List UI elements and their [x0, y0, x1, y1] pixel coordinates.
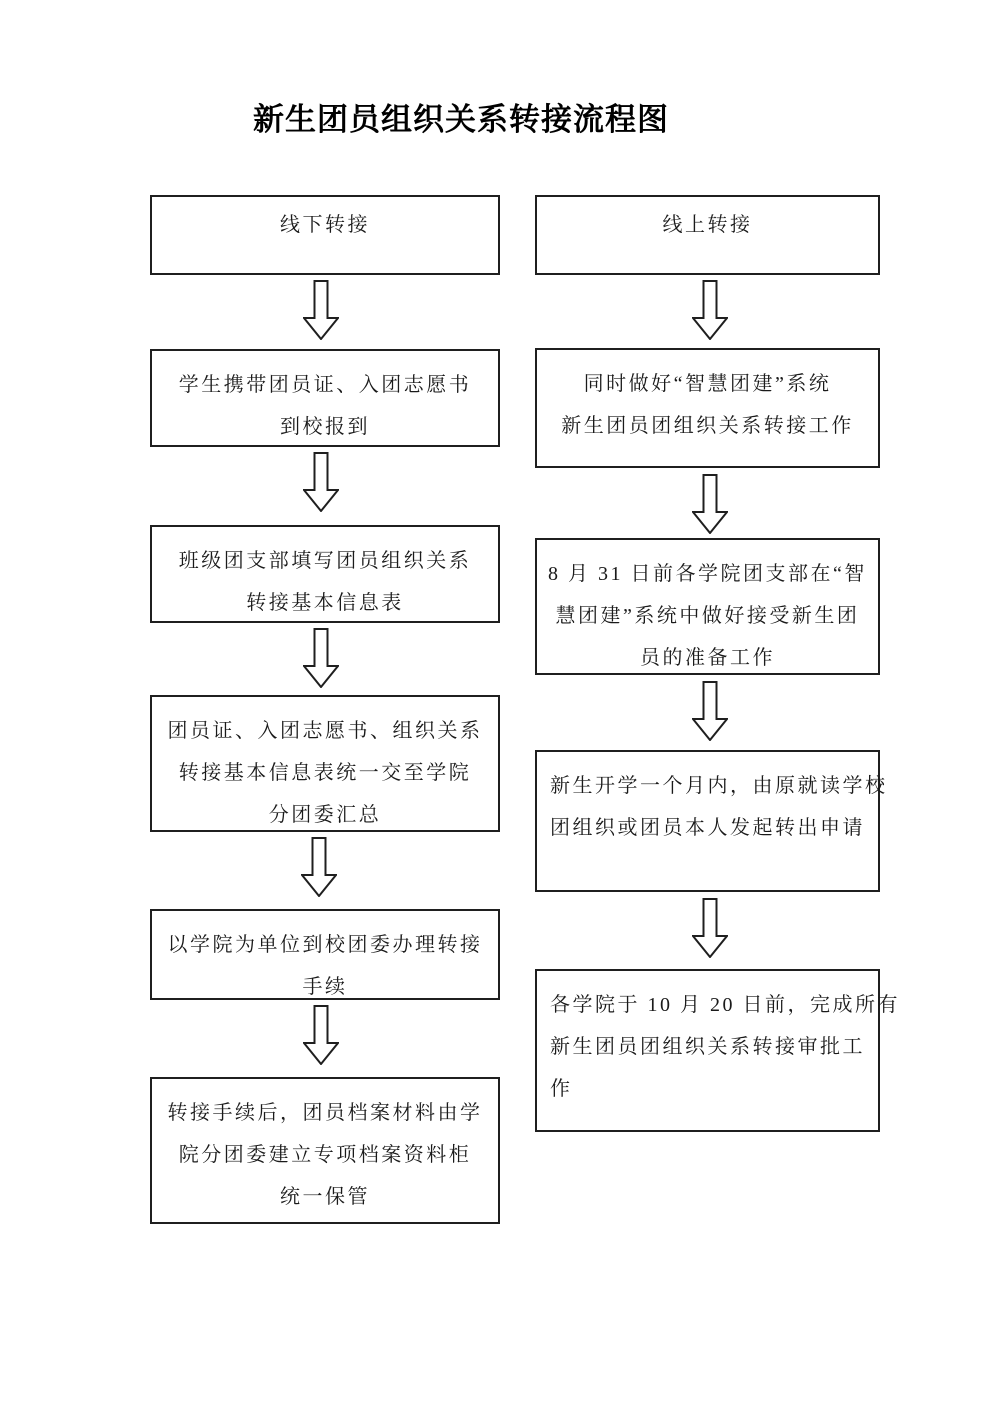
down-arrow-icon [301, 837, 337, 897]
flow-box-online-prepare-before-aug31 [535, 538, 880, 675]
down-arrow-icon [692, 474, 728, 534]
flow-box-text: 转接手续后，团员档案材料由学 [167, 1102, 483, 1124]
flow-box-text: 慧团建”系统中做好接受新生团 [555, 605, 860, 627]
page-title: 新生团员组织关系转接流程图 [253, 102, 669, 137]
down-arrow-icon [303, 280, 339, 340]
flow-box-offline-submit-to-league-committee [150, 695, 500, 832]
flow-box-text: 手续 [302, 976, 348, 998]
down-arrow-icon [303, 1005, 339, 1065]
down-arrow-icon [692, 280, 728, 340]
flow-box-online-transfer [535, 195, 880, 275]
flow-box-text: 新生团员团组织关系转接工作 [561, 415, 854, 437]
flow-box-text: 新生团员团组织关系转接审批工 [550, 1036, 865, 1058]
flow-box-offline-transfer [150, 195, 500, 275]
flow-box-text: 新生开学一个月内，由原就读学校 [550, 775, 888, 797]
flow-box-text: 统一保管 [280, 1186, 370, 1208]
flow-box-text: 各学院于 10 月 20 日前，完成所有 [550, 994, 900, 1016]
flow-box-text: 以学院为单位到校团委办理转接 [167, 934, 483, 956]
flow-box-text: 团组织或团员本人发起转出申请 [550, 817, 865, 839]
flow-box-offline-report-to-school [150, 349, 500, 447]
flow-box-text: 线上转接 [662, 214, 753, 236]
flow-box-offline-fill-info-form [150, 525, 500, 623]
flow-box-text: 转接基本信息表 [246, 592, 404, 614]
flow-box-text: 院分团委建立专项档案资料柜 [178, 1144, 472, 1166]
flow-box-text: 8 月 31 日前各学院团支部在“智 [548, 563, 867, 585]
down-arrow-icon [692, 898, 728, 958]
flow-box-online-approval-before-oct20 [535, 969, 900, 1132]
flow-box-online-smart-league-system [535, 348, 880, 468]
down-arrow-icon [303, 628, 339, 688]
flow-box-online-initiate-transfer-request [535, 750, 888, 892]
flow-box-text: 学生携带团员证、入团志愿书 [178, 374, 472, 396]
flow-box-text: 转接基本信息表统一交至学院 [178, 762, 472, 784]
flow-box-text: 作 [550, 1078, 573, 1100]
flow-box-offline-archive-storage [150, 1077, 500, 1224]
down-arrow-icon [303, 452, 339, 512]
down-arrow-icon [692, 681, 728, 741]
flow-box-text: 线下转接 [280, 214, 370, 236]
flow-box-text: 同时做好“智慧团建”系统 [583, 373, 832, 395]
flow-box-text: 团员证、入团志愿书、组织关系 [167, 720, 483, 742]
flow-box-offline-handle-procedures [150, 909, 500, 1000]
flow-box-text: 分团委汇总 [268, 804, 382, 826]
flow-box-text: 班级团支部填写团员组织关系 [178, 550, 472, 572]
flow-box-text: 员的准备工作 [640, 647, 775, 669]
flow-box-text: 到校报到 [280, 416, 370, 438]
